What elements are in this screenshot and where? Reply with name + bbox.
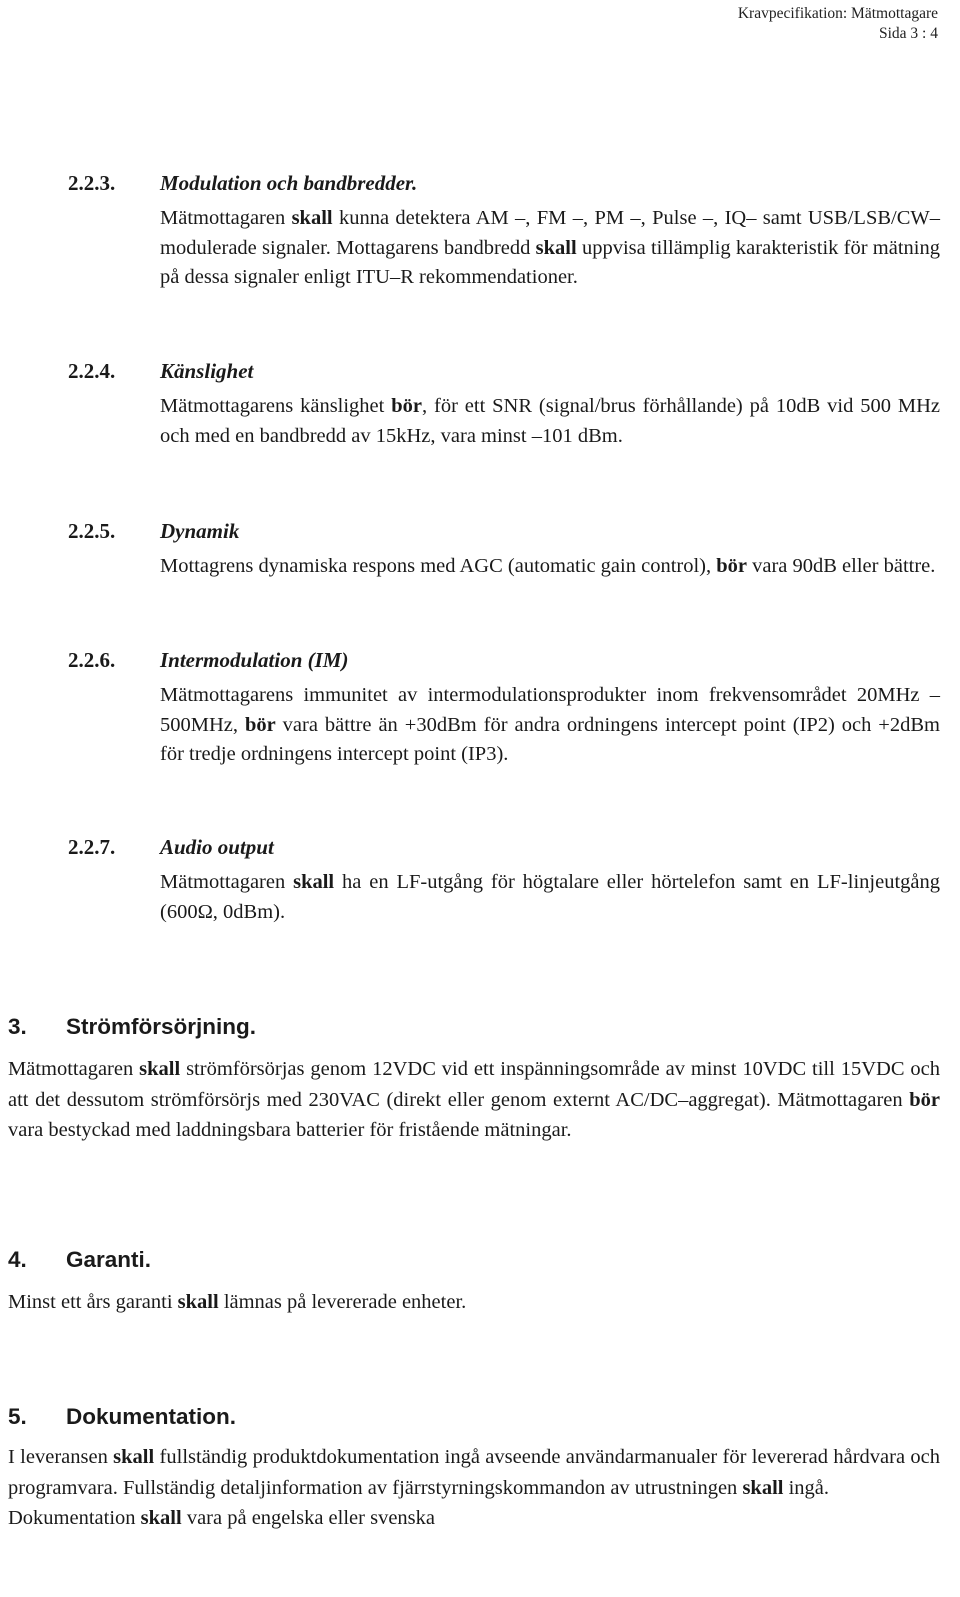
subsection-body	[160, 204, 940, 293]
text-run: vara bättre än +30dBm för andra ordningens intercept point (IP2) och +2dBm för tredje ordningens intercept point (IP3).	[160, 713, 940, 765]
text-run: vara 90dB eller bättre.	[746, 555, 936, 577]
document-title: Kravpecifikation: Mätmottagare	[737, 5, 938, 22]
text-run: uppvisa tillämplig karakteristik för mätning på dessa signaler enligt ITU–R rekommendationer.	[160, 236, 940, 288]
text-run: strömförsörjas genom 12VDC vid ett inspänningsområde av minst 10VDC till 15VDC och att det dessutom strömförsörjs med 230VAC (direkt eller genom externt AC/DC–aggregat). Mätmottagaren	[8, 1058, 940, 1111]
text-run: ha en LF-utgång för högtalare eller hörtelefon samt en LF-linjeutgång (600Ω, 0dBm).	[160, 871, 940, 923]
emphasis-keyword: skall	[140, 1507, 182, 1529]
section-heading	[8, 1245, 940, 1275]
section-number: 4.	[8, 1247, 27, 1272]
text-run: Mätmottagaren	[160, 871, 294, 893]
subsection-body	[160, 552, 940, 582]
section-title: Strömförsörjning.	[66, 1014, 256, 1039]
section-3	[8, 1012, 940, 1146]
emphasis-keyword: skall	[113, 1446, 155, 1468]
text-run: ingå.	[783, 1476, 830, 1499]
subsection-title: Dynamik	[160, 519, 240, 543]
subsection-number: 2.2.3.	[68, 171, 116, 195]
text-run: vara bestyckad med laddningsbara batterier för fristående mätningar.	[8, 1119, 572, 1141]
text-run: , för ett SNR (signal/brus förhållande) på 10dB vid 500 MHz och med en bandbredd av 15kHz, vara minst –101 dBm.	[160, 395, 940, 447]
section-paragraph	[8, 1442, 940, 1503]
subsection-title: Intermodulation (IM)	[160, 648, 349, 672]
section-paragraph	[8, 1503, 940, 1534]
page-header	[738, 4, 938, 44]
text-run: fullständig produktdokumentation ingå avseende användarmanualer för levererad hårdvara och programvara. Fullständig detaljinformation av fjärrstyrningskommandon av utrustningen	[8, 1446, 940, 1499]
text-run: Dokumentation	[8, 1507, 141, 1529]
text-run: Mätmottagarens känslighet	[160, 395, 392, 417]
section-title: Garanti.	[66, 1247, 152, 1272]
subsection-body	[160, 868, 940, 927]
page-number: Sida 3 : 4	[879, 25, 938, 42]
emphasis-keyword: skall	[535, 236, 577, 259]
section-heading	[8, 1402, 940, 1432]
text-run: Mätmottagaren	[160, 207, 292, 229]
section-paragraph	[8, 1054, 940, 1146]
subsection-title: Känslighet	[160, 359, 254, 383]
emphasis-keyword: bör	[244, 713, 276, 736]
subsection-number: 2.2.4.	[68, 359, 116, 383]
section-heading	[8, 1012, 940, 1042]
section-5	[8, 1402, 940, 1534]
text-run: vara på engelska eller svenska	[181, 1507, 435, 1529]
text-run: lämnas på levererade enheter.	[218, 1291, 467, 1313]
emphasis-keyword: skall	[293, 871, 335, 893]
subsection-number: 2.2.7.	[68, 835, 116, 859]
emphasis-keyword: skall	[291, 207, 333, 229]
emphasis-keyword: skall	[177, 1291, 219, 1313]
subsection-number: 2.2.5.	[68, 519, 116, 543]
text-run: Mätmottagarens immunitet av intermodulationsprodukter inom frekvensområdet 20MHz – 500MHz,	[160, 684, 940, 736]
text-run: kunna detektera AM –, FM –, PM –, Pulse –, IQ– samt USB/LSB/CW– modulerade signaler. Mottagarens bandbredd	[160, 207, 940, 259]
subsection-body	[160, 392, 940, 451]
text-run: Minst ett års garanti	[8, 1291, 178, 1313]
text-run: I leveransen	[8, 1446, 114, 1468]
emphasis-keyword: skall	[742, 1476, 784, 1499]
section-4	[8, 1245, 940, 1318]
text-run: Mottagrens dynamiska respons med AGC (automatic gain control),	[160, 555, 717, 577]
text-run: Mätmottagaren	[8, 1058, 140, 1080]
section-paragraph	[8, 1287, 940, 1318]
emphasis-keyword: skall	[139, 1058, 181, 1080]
subsection-title: Modulation och bandbredder.	[160, 171, 418, 195]
section-number: 5.	[8, 1404, 27, 1429]
subsection-body	[160, 681, 940, 770]
emphasis-keyword: bör	[716, 555, 747, 577]
subsection-title: Audio output	[160, 835, 274, 859]
section-title: Dokumentation.	[66, 1404, 237, 1429]
section-number: 3.	[8, 1014, 27, 1039]
emphasis-keyword: bör	[391, 395, 422, 417]
emphasis-keyword: bör	[909, 1088, 940, 1111]
subsection-number: 2.2.6.	[68, 648, 116, 672]
